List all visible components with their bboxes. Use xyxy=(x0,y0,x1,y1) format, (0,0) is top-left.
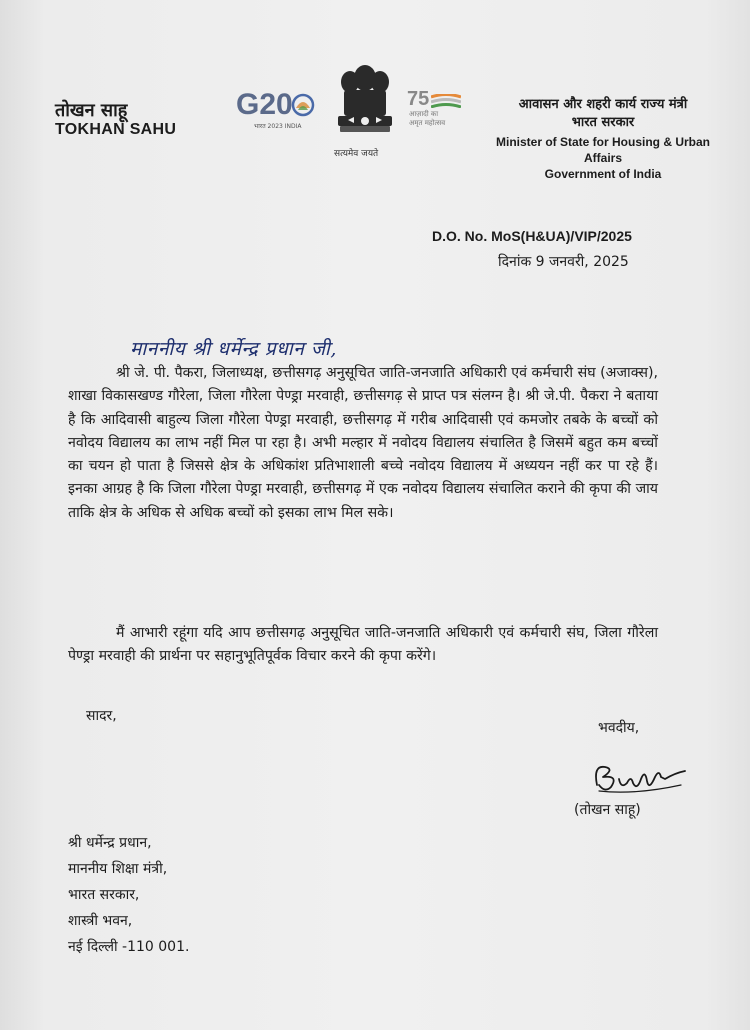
letter-date: दिनांक 9 जनवरी, 2025 xyxy=(498,254,629,270)
flag-stripes-icon xyxy=(431,94,461,108)
do-number: D.O. No. MoS(H&UA)/VIP/2025 xyxy=(432,228,632,244)
addressee-line-3: भारत सरकार, xyxy=(68,887,140,903)
signatory-name: (तोखन साहू) xyxy=(574,802,641,818)
azadi-logo-caption xyxy=(409,110,445,128)
addressee-line-4: शास्त्री भवन, xyxy=(68,913,133,929)
office-designation xyxy=(478,96,728,182)
body-paragraph-2: मैं आभारी रहूंगा यदि आप छत्तीसगढ़ अनुसूचित जाति-जनजाति अधिकारी एवं कर्मचारी संघ, जिला गौरेला पेण्ड्रा मरवाही की प्रार्थना पर सहानुभूतिपूर्वक विचार करने की कृपा करेंगे। xyxy=(68,625,658,665)
g20-logo-text: G20 xyxy=(236,88,293,121)
addressee-line-1: श्री धर्मेन्द्र प्रधान, xyxy=(68,835,152,851)
azadi-ka-amrit-mahotsav-logo xyxy=(405,88,475,138)
g20-logo xyxy=(232,88,324,138)
addressee-line-2: माननीय शिक्षा मंत्री, xyxy=(68,861,168,877)
closing-regards: सादर, xyxy=(86,708,117,724)
office-government-english: Government of India xyxy=(544,167,662,181)
azadi-logo-caption-line-2: अमृत महोत्सव xyxy=(409,119,446,127)
lotus-globe-icon xyxy=(290,92,316,118)
office-title-hindi: आवासन और शहरी कार्य राज्य मंत्री xyxy=(518,97,688,112)
handwritten-salutation: माननीय श्री धर्मेन्द्र प्रधान जी, xyxy=(130,338,337,360)
sender-name-english: TOKHAN SAHU xyxy=(55,121,177,138)
emblem-motto: सत्यमेव जयते xyxy=(334,149,379,159)
national-emblem-icon xyxy=(330,62,400,142)
sender-name-hindi: तोखन साहू xyxy=(55,100,128,121)
body-paragraph-1: श्री जे. पी. पैकरा, जिलाध्यक्ष, छत्तीसगढ़ अनुसूचित जाति-जनजाति अधिकारी एवं कर्मचारी संघ (अजाक्स), शाखा विकासखण्ड गौरेला, जिला गौरेला पेण्ड्रा मरवाही, छत्तीसगढ़ से प्राप्त पत्र संलग्न है। श्री जे.पी. पैकरा ने बताया है कि आदिवासी बाहुल्य जिला गौरेला पेण्ड्रा मरवाही, छत्तीसगढ़ में गरीब आदिवासी एवं कमजोर तबके के बच्चों को नवोदय विद्यालय का लाभ नहीं मिल पा रहा है। अभी मल्हार में नवोदय विद्यालय संचालित है जिसमें बहुत कम बच्चों का चयन हो पाता है जिससे क्षेत्र के अधिकांश प्रतिभाशाली बच्चे नवोदय विद्यालय में अध्ययन नहीं कर पा रहे हैं। इनका आग्रह है कि जिला गौरेला पेण्ड्रा मरवाही, छत्तीसगढ़ में एक नवोदय विद्यालय संचालित कराने की कृपा की जाय ताकि क्षेत्र के अधिक से अधिक बच्चों को इसका लाभ मिल सके। xyxy=(68,365,658,521)
addressee-line-5: नई दिल्ली -110 001. xyxy=(68,939,190,955)
office-title-english: Minister of State for Housing & Urban Affairs xyxy=(495,135,710,165)
closing-yours: भवदीय, xyxy=(598,720,640,736)
azadi-logo-caption-line-1: आज़ादी का xyxy=(409,110,439,118)
signature-icon xyxy=(585,755,695,800)
g20-tagline: भारत 2023 INDIA xyxy=(254,123,302,130)
office-government-hindi: भारत सरकार xyxy=(571,115,635,130)
azadi-logo-number: 75 xyxy=(407,88,430,110)
